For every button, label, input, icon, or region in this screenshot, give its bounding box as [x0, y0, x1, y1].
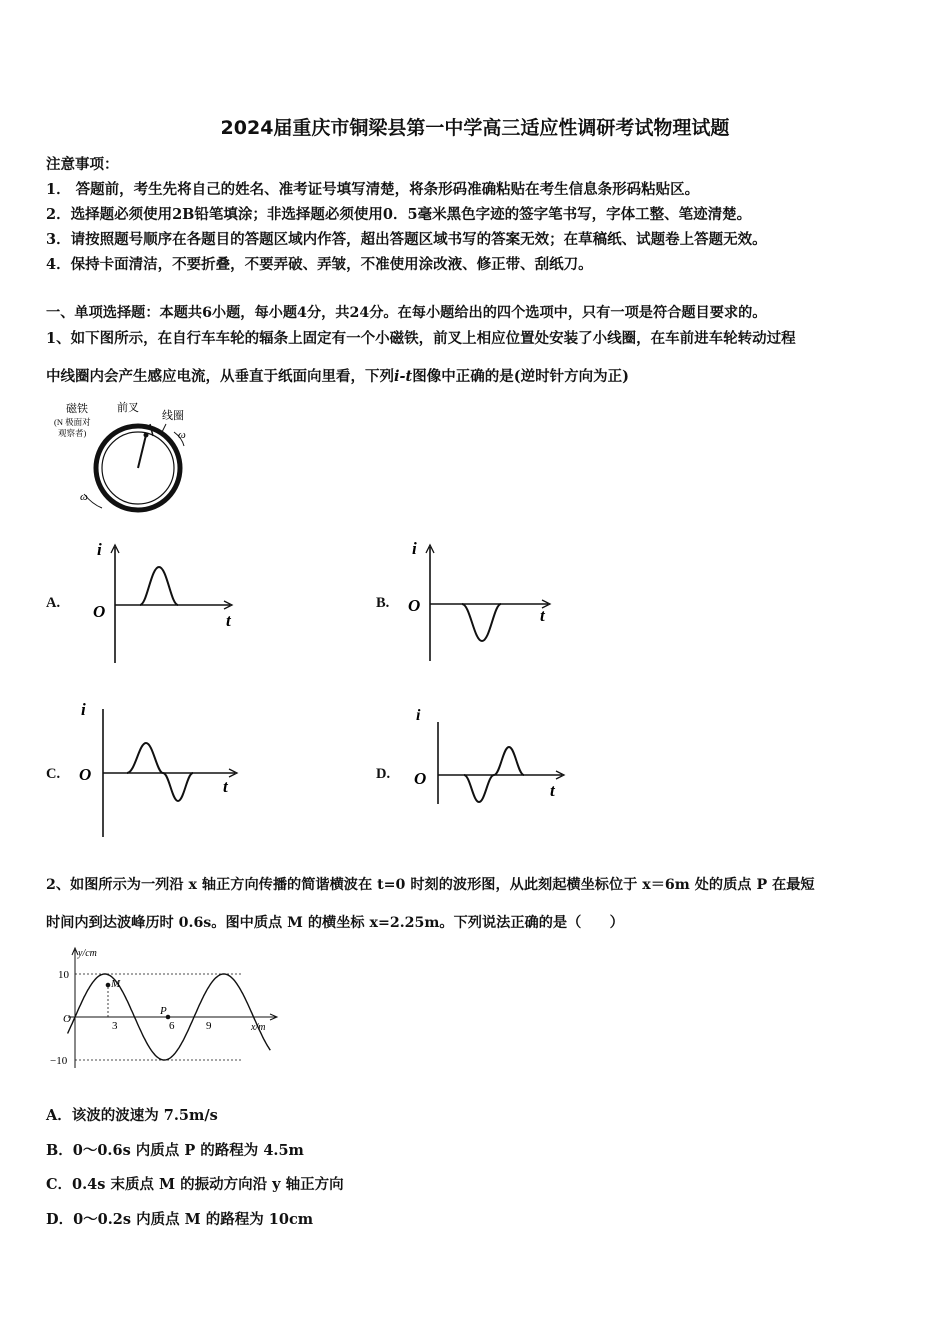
- wave-tick-3: 3: [112, 1020, 118, 1032]
- option-a-curve: [140, 567, 178, 605]
- option-d-i-label: i: [416, 707, 421, 724]
- q2-wave-graph: [46, 944, 286, 1072]
- notice-heading: 注意事项：: [46, 156, 119, 173]
- q1-option-c-letter: C.: [46, 766, 61, 782]
- notice-item-4: 4．保持卡面清洁，不要折叠，不要弄破、弄皱，不准使用涂改液、修正带、刮纸刀。: [46, 256, 593, 273]
- q1-option-c-graph: [75, 695, 245, 843]
- option-c-i-label: i: [81, 700, 86, 719]
- option-c-origin: O: [79, 765, 92, 784]
- label-magnet-note-1: (N 极面对: [54, 417, 91, 427]
- q1-option-a-letter: A.: [46, 595, 61, 611]
- wave-y-top-label: 10: [58, 969, 69, 981]
- option-c-t-label: t: [223, 777, 228, 796]
- option-b-curve: [462, 604, 501, 641]
- wave-xlabel: x/m: [251, 1022, 266, 1033]
- wheel-spoke: [138, 435, 146, 468]
- option-a-t-label: t: [226, 611, 231, 630]
- q1-option-a-graph: [85, 535, 245, 670]
- bicycle-wheel-figure: [46, 398, 206, 516]
- q1-variable: i-t: [394, 368, 413, 385]
- q1-option-b-letter: B.: [376, 595, 390, 611]
- omega-label-top: ω: [178, 429, 186, 441]
- option-b-t-label: t: [540, 606, 545, 625]
- wave-ylabel: y/cm: [78, 948, 97, 959]
- q1-line-1: 1、如下图所示，在自行车车轮的辐条上固定有一个小磁铁，前叉上相应位置处安装了小线圈，在车前进车轮转动过程: [46, 330, 796, 347]
- option-d-origin: O: [414, 769, 427, 788]
- option-b-origin: O: [408, 596, 421, 615]
- wave-tick-6: 6: [169, 1020, 175, 1032]
- wave-label-m: M: [111, 978, 121, 990]
- label-fork: 前叉: [117, 402, 139, 414]
- q2-line-1: 2、如图所示为一列沿 x 轴正方向传播的简谐横波在 t=0 时刻的波形图，从此刻起横坐标位于 x＝6m 处的质点 P 在最短: [46, 877, 815, 893]
- notice-item-3: 3．请按照题号顺序在各题目的答题区域内作答，超出答题区域书写的答案无效；在草稿纸、试题卷上答题无效。: [46, 231, 767, 248]
- point-m: [106, 983, 111, 988]
- option-c-curve: [127, 743, 193, 801]
- q2-line-2: 时间内到达波峰历时 0.6s。图中质点 M 的横坐标 x=2.25m。下列说法正确的是（ ）: [46, 915, 624, 931]
- wave-y-bottom-label: −10: [50, 1055, 68, 1067]
- q2-option-b: B．0～0.6s 内质点 P 的路程为 4.5m: [46, 1142, 304, 1159]
- q2-option-a: A．该波的波速为 7.5m/s: [46, 1107, 218, 1124]
- page-title: 2024届重庆市铜梁县第一中学高三适应性调研考试物理试题: [220, 117, 730, 139]
- q1-line-2: [46, 365, 629, 386]
- q2-option-c: C．0.4s 末质点 M 的振动方向沿 y 轴正方向: [46, 1176, 344, 1193]
- option-b-i-label: i: [412, 539, 417, 558]
- label-magnet-note-2: 观察者): [58, 428, 87, 438]
- wave-label-p: P: [160, 1005, 167, 1017]
- option-a-i-label: i: [97, 540, 102, 559]
- magnet-dot: [144, 433, 149, 438]
- notice-item-2: 2．选择题必须使用2B铅笔填涂；非选择题必须使用0．5毫米黑色字迹的签字笔书写，字体工整、笔迹清楚。: [46, 206, 752, 223]
- wave-origin: O: [63, 1013, 71, 1025]
- q1-line-2a: 中线圈内会产生感应电流，从垂直于纸面向里看，下列: [46, 368, 394, 385]
- q1-line-2b: 图像中正确的是(逆时针方向为正): [412, 368, 629, 385]
- q1-option-d-graph: [410, 700, 575, 810]
- section-heading: 一、单项选择题：本题共6小题，每小题4分，共24分。在每小题给出的四个选项中，只有一项是符合题目要求的。: [46, 305, 767, 321]
- option-a-origin: O: [93, 602, 106, 621]
- q2-option-d: D．0～0.2s 内质点 M 的路程为 10cm: [46, 1211, 314, 1228]
- label-magnet: 磁铁: [66, 403, 88, 415]
- wave-tick-9: 9: [206, 1020, 212, 1032]
- omega-label-bottom: ω: [80, 491, 88, 503]
- option-d-t-label: t: [550, 781, 555, 800]
- label-coil: 线圈: [162, 410, 184, 422]
- q1-option-d-letter: D.: [376, 766, 391, 782]
- q1-option-b-graph: [400, 535, 560, 670]
- notice-item-1: 1． 答题前，考生先将自己的姓名、准考证号填写清楚，将条形码准确粘贴在考生信息条形码粘贴区。: [46, 181, 700, 198]
